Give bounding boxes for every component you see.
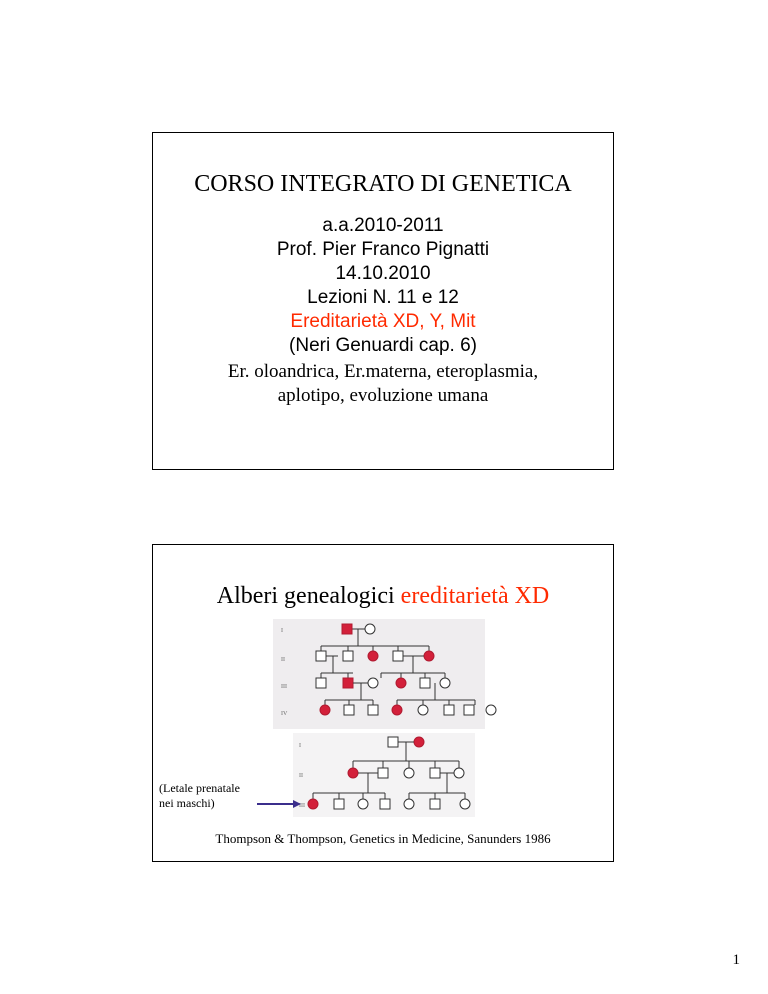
citation: Thompson & Thompson, Genetics in Medicine, Sanunders 1986	[215, 831, 551, 846]
affected-female-symbol	[320, 705, 330, 715]
arrow-icon	[257, 800, 301, 808]
female-symbol	[368, 678, 378, 688]
male-symbol	[378, 768, 388, 778]
affected-female-symbol	[396, 678, 406, 688]
female-symbol	[454, 768, 464, 778]
pedigree-1-gen-4-label: IV	[281, 711, 288, 717]
male-symbol	[380, 799, 390, 809]
textbook-reference: (Neri Genuardi cap. 6)	[289, 335, 477, 356]
lesson-topic: Ereditarietà XD, Y, Mit	[290, 311, 476, 332]
female-symbol	[440, 678, 450, 688]
slide-2	[152, 544, 614, 862]
affected-male-symbol	[342, 624, 352, 634]
annotation-line-1: (Letale prenatale	[159, 781, 240, 795]
male-symbol	[430, 768, 440, 778]
lesson-date: 14.10.2010	[335, 263, 431, 284]
affected-female-symbol	[368, 651, 378, 661]
annotation-line-2: nei maschi)	[159, 796, 215, 810]
annotation-note	[159, 781, 240, 811]
female-symbol	[486, 705, 496, 715]
male-symbol	[430, 799, 440, 809]
female-symbol	[404, 768, 414, 778]
pedigree-2-gen-2-label: II	[299, 773, 303, 779]
professor-name: Prof. Pier Franco Pignatti	[276, 239, 490, 260]
female-symbol	[358, 799, 368, 809]
male-symbol	[464, 705, 474, 715]
pedigree-figures	[153, 545, 613, 861]
male-symbol	[393, 651, 403, 661]
lesson-numbers: Lezioni N. 11 e 12	[307, 287, 459, 308]
academic-year: a.a.2010-2011	[322, 215, 444, 236]
pedigree-1-gen-1-label: I	[281, 628, 283, 634]
male-symbol	[388, 737, 398, 747]
male-symbol	[344, 705, 354, 715]
male-symbol	[316, 678, 326, 688]
keywords-line-2: aplotipo, evoluzione umana	[277, 385, 489, 406]
male-symbol	[343, 651, 353, 661]
female-symbol	[404, 799, 414, 809]
female-symbol	[418, 705, 428, 715]
male-symbol	[420, 678, 430, 688]
pedigree-2-gen-3-label: III	[299, 803, 305, 809]
page-number: 1	[732, 952, 740, 968]
female-symbol	[460, 799, 470, 809]
male-symbol	[334, 799, 344, 809]
affected-female-symbol	[348, 768, 358, 778]
course-title: CORSO INTEGRATO DI GENETICA	[194, 171, 572, 197]
title-black-part: Alberi genealogici	[216, 583, 395, 609]
affected-female-symbol	[392, 705, 402, 715]
male-symbol	[368, 705, 378, 715]
title-red-part: ereditarietà XD	[400, 583, 550, 609]
male-symbol	[444, 705, 454, 715]
pedigree-1-gen-2-label: II	[281, 657, 285, 663]
female-symbol	[365, 624, 375, 634]
affected-female-symbol	[308, 799, 318, 809]
pedigree-1-gen-3-label: III	[281, 684, 287, 690]
affected-male-symbol	[343, 678, 353, 688]
male-symbol	[316, 651, 326, 661]
affected-female-symbol	[424, 651, 434, 661]
slide-1	[152, 132, 614, 470]
keywords-line-1: Er. oloandrica, Er.materna, eteroplasmia,	[227, 361, 539, 382]
affected-female-symbol	[414, 737, 424, 747]
pedigree-2-gen-1-label: I	[299, 743, 301, 749]
